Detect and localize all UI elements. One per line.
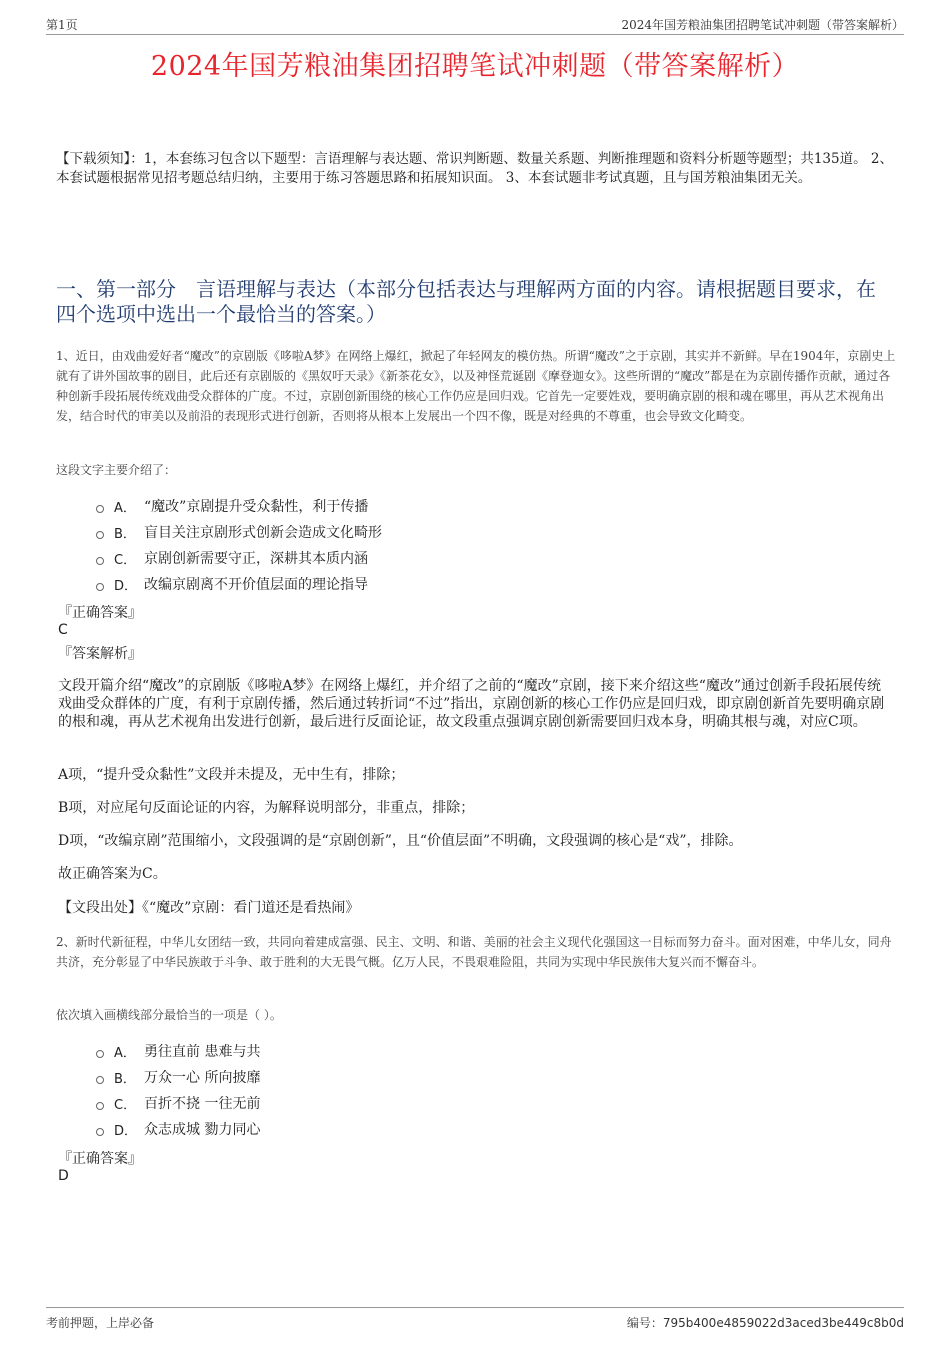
option-letter: B． xyxy=(114,526,136,542)
section-heading: 一、第一部分 言语理解与表达（本部分包括表达与理解两方面的内容。请根据题目要求，在四个选项中选出一个最恰当的答案。） xyxy=(56,277,876,326)
option-text: 京剧创新需要守正，深耕其本质内涵 xyxy=(144,551,368,567)
option-letter: B． xyxy=(114,1071,136,1087)
option-text: 百折不挠 一往无前 xyxy=(144,1096,261,1112)
option-letter: A． xyxy=(114,1045,136,1061)
question-1-options xyxy=(96,493,382,597)
footer-code-label: 编号： xyxy=(626,1316,663,1330)
footer-slogan: 考前押题，上岸必备 xyxy=(46,1316,155,1330)
option-d[interactable] xyxy=(96,1116,260,1142)
question-2-stem: 依次填入画横线部分最恰当的一项是（ ）。 xyxy=(56,1008,282,1022)
footer-code-value: 795b400e4859022d3aced3be449c8b0d xyxy=(662,1316,904,1330)
option-text: “魔改”京剧提升受众黏性，利于传播 xyxy=(144,499,369,515)
radio-icon[interactable] xyxy=(96,1076,104,1084)
analysis-source: 【文段出处】《“魔改”京剧：看门道还是看热闹》 xyxy=(58,900,360,916)
document-title: 2024年国芳粮油集团招聘笔试冲刺题（带答案解析） xyxy=(150,51,800,82)
radio-icon[interactable] xyxy=(96,505,104,513)
page-footer xyxy=(46,1307,904,1332)
radio-icon[interactable] xyxy=(96,1102,104,1110)
analysis-item-b: B项，对应尾句反面论证的内容，为解释说明部分，非重点，排除； xyxy=(58,800,475,816)
correct-answer: C xyxy=(58,622,68,638)
header-doc-title: 2024年国芳粮油集团招聘笔试冲刺题（带答案解析） xyxy=(621,18,904,32)
radio-icon[interactable] xyxy=(96,1050,104,1058)
option-letter: C． xyxy=(114,552,137,568)
option-b[interactable] xyxy=(96,1064,260,1090)
radio-icon[interactable] xyxy=(96,1128,104,1136)
question-1-stem: 这段文字主要介绍了： xyxy=(56,463,177,477)
page-number: 第1页 xyxy=(46,18,78,32)
option-text: 盲目关注京剧形式创新会造成文化畸形 xyxy=(144,525,382,541)
option-letter: A． xyxy=(114,500,136,516)
radio-icon[interactable] xyxy=(96,557,104,565)
radio-icon[interactable] xyxy=(96,531,104,539)
option-c[interactable] xyxy=(96,1090,260,1116)
correct-answer-label: 『正确答案』 xyxy=(58,605,142,621)
option-letter: D． xyxy=(114,1123,138,1139)
download-notice: 【下载须知】：1，本套练习包含以下题型：言语理解与表达题、常识判断题、数量关系题、判断推理题和资料分析题等题型；共135道。 2、本套试题根据常见招考题总结归纳，主要用于练习答题思路和拓展知识面。 3、本套试题非考试真题，且与国芳粮油集团无关。 xyxy=(56,151,893,186)
option-a[interactable] xyxy=(96,1038,260,1064)
analysis-conclusion: 故正确答案为C。 xyxy=(58,866,167,882)
option-c[interactable] xyxy=(96,545,382,571)
correct-answer: D xyxy=(58,1168,69,1184)
analysis-paragraph: 文段开篇介绍“魔改”的京剧版《哆啦A梦》在网络上爆红，并介绍了之前的“魔改”京剧，接下来介绍这些“魔改”通过创新手段拓展传统戏曲受众群体的广度，有利于京剧传播，然后通过转折词“不过”指出，京剧创新的核心工作仍应是回归戏，即京剧创新首先要明确京剧的根和魂，再从艺术视角出发进行创新，最后进行反面论证，故文段重点强调京剧创新需要回归戏本身，明确其根与魂，对应C项。 xyxy=(58,678,885,730)
analysis-label: 『答案解析』 xyxy=(58,646,142,662)
radio-icon[interactable] xyxy=(96,583,104,591)
option-text: 万众一心 所向披靡 xyxy=(144,1070,261,1086)
question-1-text: 1、近日，由戏曲爱好者“魔改”的京剧版《哆啦A梦》在网络上爆红，掀起了年轻网友的模仿热。所谓“魔改”之于京剧，其实并不新鲜。早在1904年，京剧史上就有了讲外国故事的剧目，此后还有京剧版的《黑奴吁天录》《新茶花女》，以及神怪荒诞剧《摩登迦女》。这些所谓的“魔改”都是在为京剧传播作贡献，通过各种创新手段拓展传统戏曲受众群体的广度。不过，京剧创新围绕的核心工作仍应是回归戏。它首先一定要姓戏，要明确京剧的根和魂在哪里，再从艺术视角出发，结合时代的审美以及前沿的表现形式进行创新，否则将从根本上发展出一个四不像，既是对经典的不尊重，也会导致文化畸变。 xyxy=(56,349,896,423)
correct-answer-label: 『正确答案』 xyxy=(58,1151,142,1167)
option-text: 勇往直前 患难与共 xyxy=(144,1044,261,1060)
option-letter: C． xyxy=(114,1097,137,1113)
analysis-item-a: A项，“提升受众黏性”文段并未提及，无中生有，排除； xyxy=(58,767,405,783)
page-header xyxy=(46,14,904,35)
option-d[interactable] xyxy=(96,571,382,597)
analysis-item-d: D项，“改编京剧”范围缩小，文段强调的是“京剧创新”，且“价值层面”不明确，文段强调的核心是“戏”，排除。 xyxy=(58,833,743,849)
option-a[interactable] xyxy=(96,493,382,519)
option-b[interactable] xyxy=(96,519,382,545)
option-letter: D． xyxy=(114,578,138,594)
question-2-text: 2、新时代新征程，中华儿女团结一致，共同向着建成富强、民主、文明、和谐、美丽的社会主义现代化强国这一目标而努力奋斗。面对困难，中华儿女，同舟共济，充分彰显了中华民族敢于斗争、敢于胜利的大无畏气概。亿万人民，不畏艰难险阻，共同为实现中华民族伟大复兴而不懈奋斗。 xyxy=(56,935,892,969)
footer-code xyxy=(627,1314,904,1331)
option-text: 改编京剧离不开价值层面的理论指导 xyxy=(144,577,368,593)
option-text: 众志成城 勠力同心 xyxy=(144,1122,261,1138)
question-2-options xyxy=(96,1038,260,1142)
